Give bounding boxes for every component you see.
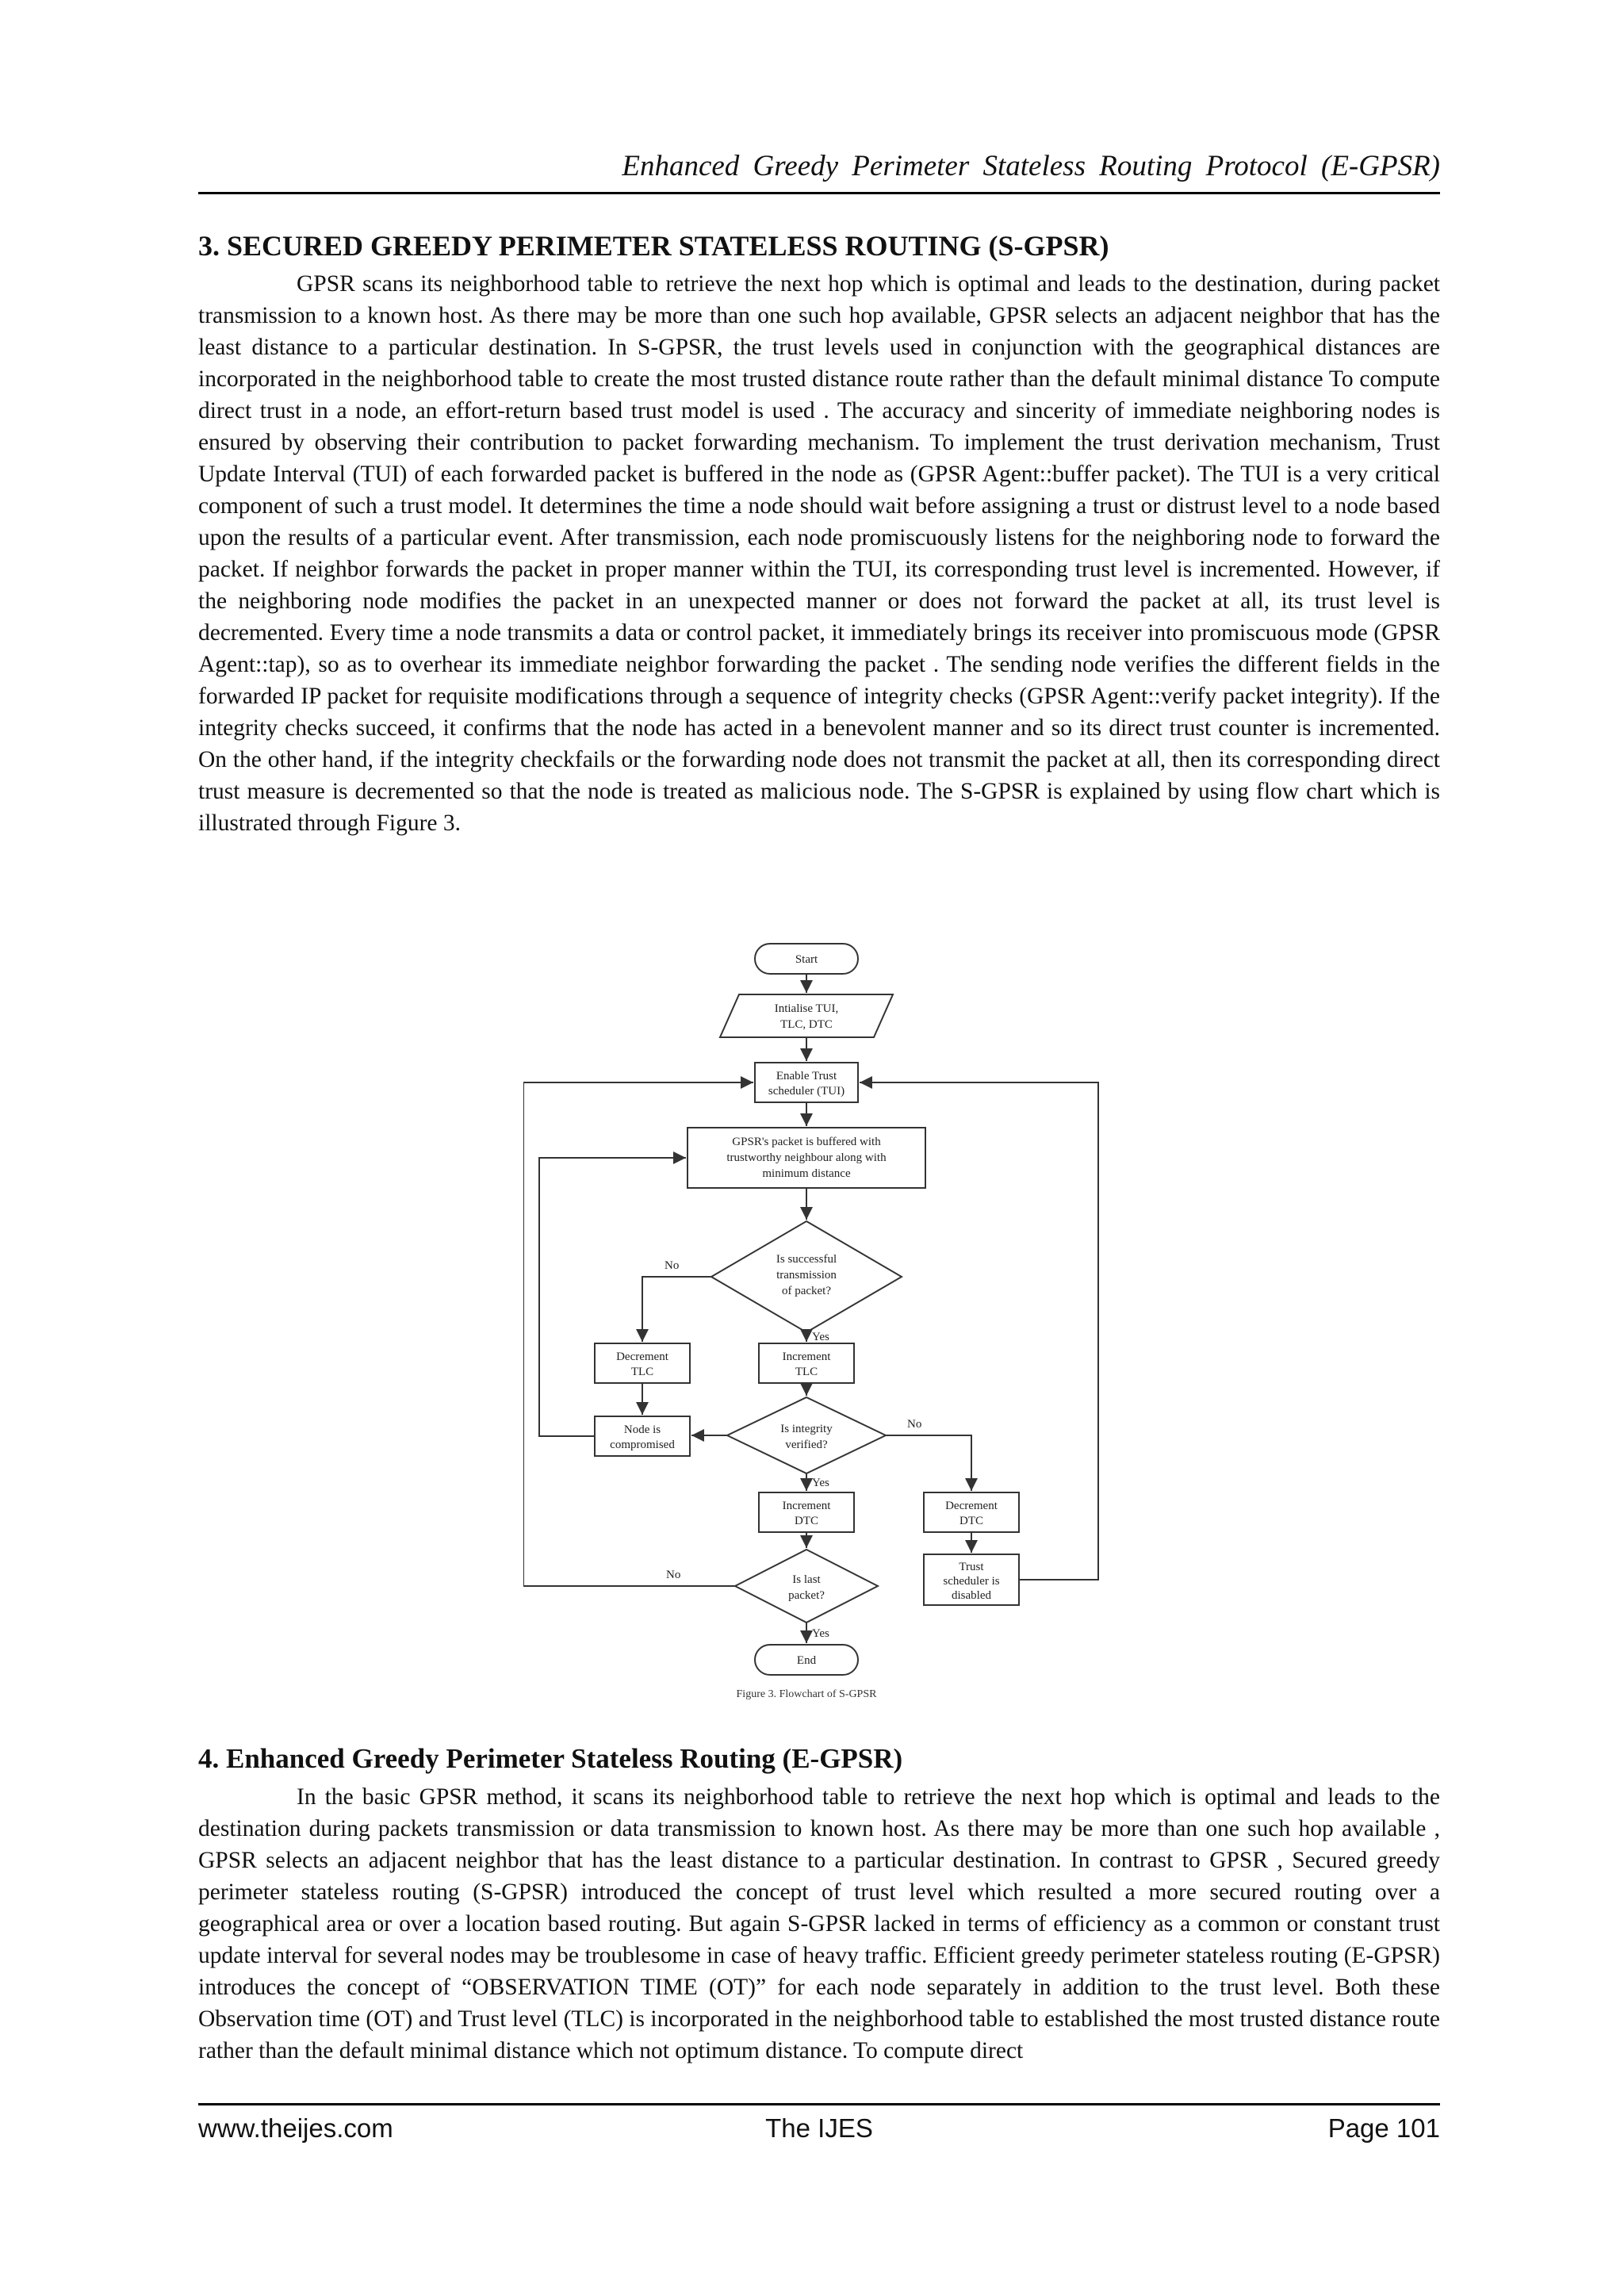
- no-label-1: No: [665, 1259, 680, 1272]
- inc-dtc-line1: Increment: [782, 1500, 831, 1512]
- section-4-heading: 4. Enhanced Greedy Perimeter Stateless Routing (E-GPSR): [198, 1743, 903, 1774]
- yes-label-1: Yes: [812, 1331, 829, 1343]
- enable-line2: scheduler (TUI): [768, 1085, 845, 1098]
- buffer-line3: minimum distance: [762, 1167, 851, 1180]
- compromised-line1: Node is: [623, 1423, 661, 1436]
- success-line3: of packet?: [781, 1285, 832, 1297]
- no-label-2: No: [907, 1418, 922, 1431]
- page-footer: [198, 2103, 1440, 2145]
- inc-tlc-line2: TLC: [795, 1366, 818, 1378]
- disabled-line1: Trust: [959, 1561, 984, 1573]
- figure-3-flowchart: [523, 936, 1110, 1713]
- running-title: Enhanced Greedy Perimeter Stateless Routing Protocol (E-GPSR): [622, 150, 1440, 182]
- start-label: Start: [795, 953, 818, 966]
- footer-page-number: Page 101: [1327, 2113, 1440, 2143]
- dec-dtc-line2: DTC: [959, 1515, 983, 1527]
- integrity-line2: verified?: [785, 1439, 828, 1451]
- last-packet-decision: [735, 1550, 878, 1623]
- no-label-3: No: [666, 1569, 681, 1581]
- dec-dtc-line1: Decrement: [945, 1500, 998, 1512]
- dec-tlc-line2: TLC: [630, 1366, 654, 1378]
- disabled-line3: disabled: [952, 1589, 991, 1602]
- yes-label-2: Yes: [812, 1477, 829, 1489]
- figure-caption: Figure 3. Flowchart of S-GPSR: [736, 1688, 877, 1700]
- section-3: [198, 228, 1440, 839]
- buffer-line1: GPSR's packet is buffered with: [732, 1136, 881, 1148]
- integrity-verified-decision: [727, 1397, 886, 1473]
- footer-journal: The IJES: [765, 2113, 873, 2143]
- end-label: End: [796, 1654, 817, 1667]
- last-line1: Is last: [792, 1573, 821, 1586]
- section-4-paragraph: In the basic GPSR method, it scans its neighborhood table to retrieve the next hop which is optimal and leads to the destination during packets transmission or data transmission to known host. As there may be more than one such hop available , GPSR selects an adjacent neighbor that has the least distance to a particular destination. In contrast to GPSR , Secured greedy perimeter stateless routing (S-GPSR) introduced the concept of trust level which resulted a more secured routing over a geographical area or over a location based routing. But again S-GPSR lacked in terms of efficiency as a common or constant trust update interval for several nodes may be troublesome in case of heavy traffic. Efficient greedy perimeter stateless routing (E-GPSR) introduces the concept of “OBSERVATION TIME (OT)” for each node separately in addition to the trust level. Both these Observation time (OT) and Trust level (TLC) is incorporated in the neighborhood table to established the most trusted distance route rather than the default minimal distance which not optimum distance. To compute direct: [198, 1784, 1440, 2063]
- init-line1: Intialise TUI,: [774, 1002, 839, 1015]
- compromised-line2: compromised: [610, 1439, 675, 1451]
- inc-dtc-line2: DTC: [795, 1515, 818, 1527]
- last-line2: packet?: [788, 1589, 825, 1602]
- inc-tlc-line1: Increment: [782, 1351, 831, 1363]
- footer-website: www.theijes.com: [198, 2113, 393, 2143]
- section-3-heading: 3. SECURED GREEDY PERIMETER STATELESS ROUTING (S-GPSR): [198, 230, 1109, 262]
- integrity-line1: Is integrity: [780, 1423, 833, 1435]
- init-line2: TLC, DTC: [780, 1018, 833, 1031]
- yes-label-3: Yes: [812, 1627, 829, 1640]
- success-line1: Is successful: [776, 1253, 837, 1266]
- flowchart-svg: [523, 936, 1110, 1713]
- section-4: [198, 1741, 1440, 2067]
- disabled-line2: scheduler is: [943, 1575, 1000, 1588]
- running-header: [198, 149, 1440, 194]
- section-3-paragraph: GPSR scans its neighborhood table to retrieve the next hop which is optimal and leads to the destination, during packet transmission to a known host. As there may be more than one such hop available, GPSR selects an adjacent neighbor that has the least distance to a particular destination. In S-GPSR, the trust levels used in conjunction with the geographical distances are incorporated in the neighborhood table to create the most trusted distance route rather than the default minimal distance To compute direct trust in a node, an effort-return based trust model is used . The accuracy and sincerity of immediate neighboring nodes is ensured by observing their contribution to packet forwarding mechanism. To implement the trust derivation mechanism, Trust Update Interval (TUI) of each forwarded packet is buffered in the node as (GPSR Agent::buffer packet). The TUI is a very critical component of such a trust model. It determines the time a node should wait before assigning a trust or distrust level to a node based upon the results of a particular event. After transmission, each node promiscuously listens for the neighboring node to forward the packet. If neighbor forwards the packet in proper manner within the TUI, its corresponding trust level is incremented. However, if the neighboring node modifies the packet in an unexpected manner or does not forward the packet at all, its trust level is decremented. Every time a node transmits a data or control packet, it immediately brings its receiver into promiscuous mode (GPSR Agent::tap), so as to overhear its immediate neighbor forwarding the packet . The sending node verifies the different fields in the forwarded IP packet for requisite modifications through a sequence of integrity checks (GPSR Agent::verify packet integrity). If the integrity checks succeed, it confirms that the node has acted in a benevolent manner and so its direct trust counter is incremented. On the other hand, if the integrity checkfails or the forwarding node does not transmit the packet at all, then its corresponding direct trust measure is decremented so that the node is treated as malicious node. The S-GPSR is explained by using flow chart which is illustrated through Figure 3.: [198, 271, 1440, 836]
- dec-tlc-line1: Decrement: [616, 1351, 668, 1363]
- buffer-line2: trustworthy neighbour along with: [726, 1151, 887, 1164]
- success-line2: transmission: [776, 1269, 837, 1282]
- enable-line1: Enable Trust: [776, 1070, 837, 1082]
